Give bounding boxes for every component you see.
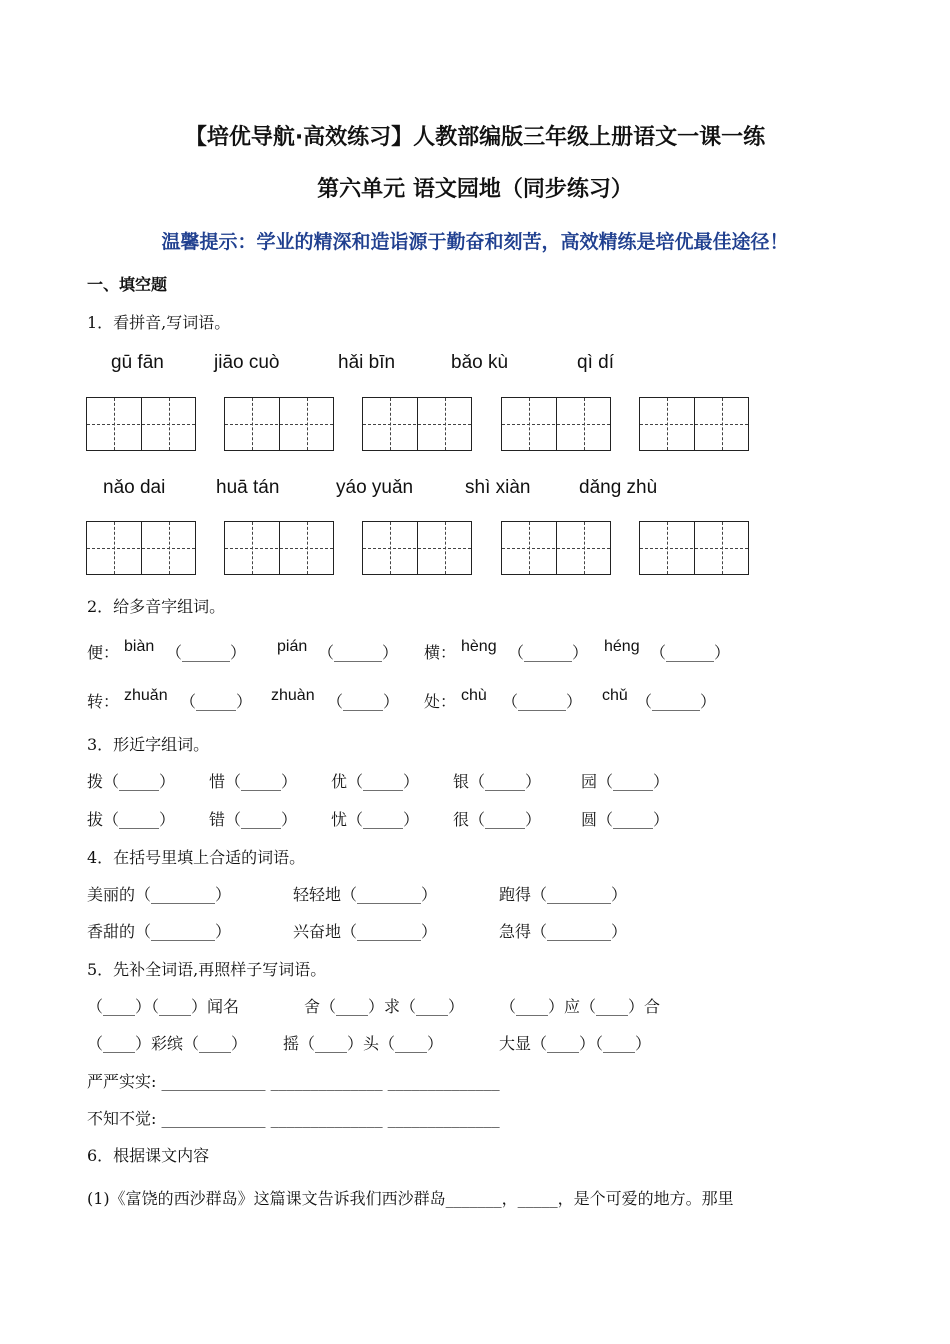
pinyin: chù — [461, 687, 487, 704]
answer-blank[interactable]: （_____） — [327, 692, 400, 711]
char-label: 转： — [87, 692, 120, 711]
pinyin: gū fān — [111, 352, 164, 373]
answer-blank[interactable]: （______） — [650, 643, 731, 662]
tip-banner: 温馨提示：学业的精深和造诣源于勤奋和刻苦，高效精练是培优最佳途径！ — [161, 231, 789, 253]
pinyin: nǎo dai — [103, 477, 166, 498]
pinyin: jiāo cuò — [214, 352, 280, 373]
pinyin: hǎi bīn — [338, 352, 396, 373]
word-blank[interactable]: 银（_____） — [453, 772, 542, 791]
pinyin: zhuǎn — [124, 687, 168, 704]
pinyin: shì xiàn — [465, 477, 531, 498]
writing-grid[interactable] — [224, 397, 334, 451]
word-blank[interactable]: 很（_____） — [453, 810, 542, 829]
word-blank[interactable]: 惜（_____） — [209, 772, 298, 791]
writing-grid[interactable] — [501, 397, 611, 451]
idiom-blank[interactable]: 大显（____）（____） — [499, 1034, 652, 1053]
pinyin: yáo yuǎn — [336, 477, 414, 498]
q1-prompt: 1．看拼音,写词语。 — [87, 313, 231, 332]
word-blank[interactable]: 兴奋地（________） — [293, 922, 438, 941]
answer-blank[interactable]: （______） — [502, 692, 583, 711]
word-blank[interactable]: 错（_____） — [209, 810, 298, 829]
word-blank[interactable]: 跑得（________） — [499, 885, 628, 904]
q5-example-line[interactable]: 不知不觉: _____________ ______________ ______________ — [87, 1109, 500, 1128]
answer-blank[interactable]: （_____） — [180, 692, 253, 711]
idiom-blank[interactable]: （____）应（____）合 — [500, 997, 661, 1016]
writing-grid[interactable] — [362, 521, 472, 575]
pinyin: pián — [277, 638, 308, 655]
word-blank[interactable]: 急得（________） — [499, 922, 628, 941]
idiom-blank[interactable]: 舍（____）求（____） — [304, 997, 465, 1016]
word-blank[interactable]: 优（_____） — [331, 772, 420, 791]
q6-prompt: 6．根据课文内容 — [87, 1146, 210, 1165]
word-blank[interactable]: 拨（_____） — [87, 772, 176, 791]
q3-prompt: 3．形近字组词。 — [87, 735, 210, 754]
section-heading: 一、填空题 — [87, 275, 168, 294]
writing-grid[interactable] — [501, 521, 611, 575]
char-label: 处： — [424, 692, 457, 711]
answer-blank[interactable]: （______） — [166, 643, 247, 662]
idiom-blank[interactable]: （____）（____）闻名 — [87, 997, 240, 1016]
pinyin: hèng — [461, 638, 497, 655]
q6-item1[interactable]: (1)《富饶的西沙群岛》这篇课文告诉我们西沙群岛_______，_____，是个可爱的地方。那里 — [87, 1189, 734, 1208]
q5-prompt: 5．先补全词语,再照样子写词语。 — [87, 960, 327, 979]
page-subtitle: 第六单元 语文园地（同步练习） — [317, 177, 633, 202]
word-blank[interactable]: 圆（_____） — [581, 810, 670, 829]
pinyin: zhuàn — [271, 687, 315, 704]
char-label: 横： — [424, 643, 457, 662]
writing-grid[interactable] — [639, 397, 749, 451]
writing-grid[interactable] — [224, 521, 334, 575]
pinyin: biàn — [124, 638, 155, 655]
word-blank[interactable]: 香甜的（________） — [87, 922, 232, 941]
word-blank[interactable]: 拔（_____） — [87, 810, 176, 829]
q4-prompt: 4．在括号里填上合适的词语。 — [87, 848, 306, 867]
pinyin: chǔ — [602, 687, 628, 704]
writing-grid[interactable] — [86, 397, 196, 451]
word-blank[interactable]: 园（_____） — [581, 772, 670, 791]
pinyin: huā tán — [216, 477, 280, 498]
char-label: 便： — [87, 643, 120, 662]
q5-example-line[interactable]: 严严实实: _____________ ______________ ______________ — [87, 1072, 500, 1091]
writing-grid[interactable] — [86, 521, 196, 575]
word-blank[interactable]: 美丽的（________） — [87, 885, 232, 904]
pinyin: dǎng zhù — [579, 477, 658, 498]
pinyin: héng — [604, 638, 640, 655]
idiom-blank[interactable]: （____）彩缤（____） — [87, 1034, 248, 1053]
pinyin: qì dí — [577, 352, 614, 373]
idiom-blank[interactable]: 摇（____）头（____） — [283, 1034, 444, 1053]
writing-grid[interactable] — [639, 521, 749, 575]
answer-blank[interactable]: （______） — [508, 643, 589, 662]
answer-blank[interactable]: （______） — [636, 692, 717, 711]
page-title: 【培优导航·高效练习】人教部编版三年级上册语文一课一练 — [184, 125, 766, 150]
word-blank[interactable]: 轻轻地（________） — [293, 885, 438, 904]
word-blank[interactable]: 忧（_____） — [331, 810, 420, 829]
pinyin: bǎo kù — [451, 352, 509, 373]
writing-grid[interactable] — [362, 397, 472, 451]
q2-prompt: 2．给多音字组词。 — [87, 597, 226, 616]
answer-blank[interactable]: （______） — [318, 643, 399, 662]
